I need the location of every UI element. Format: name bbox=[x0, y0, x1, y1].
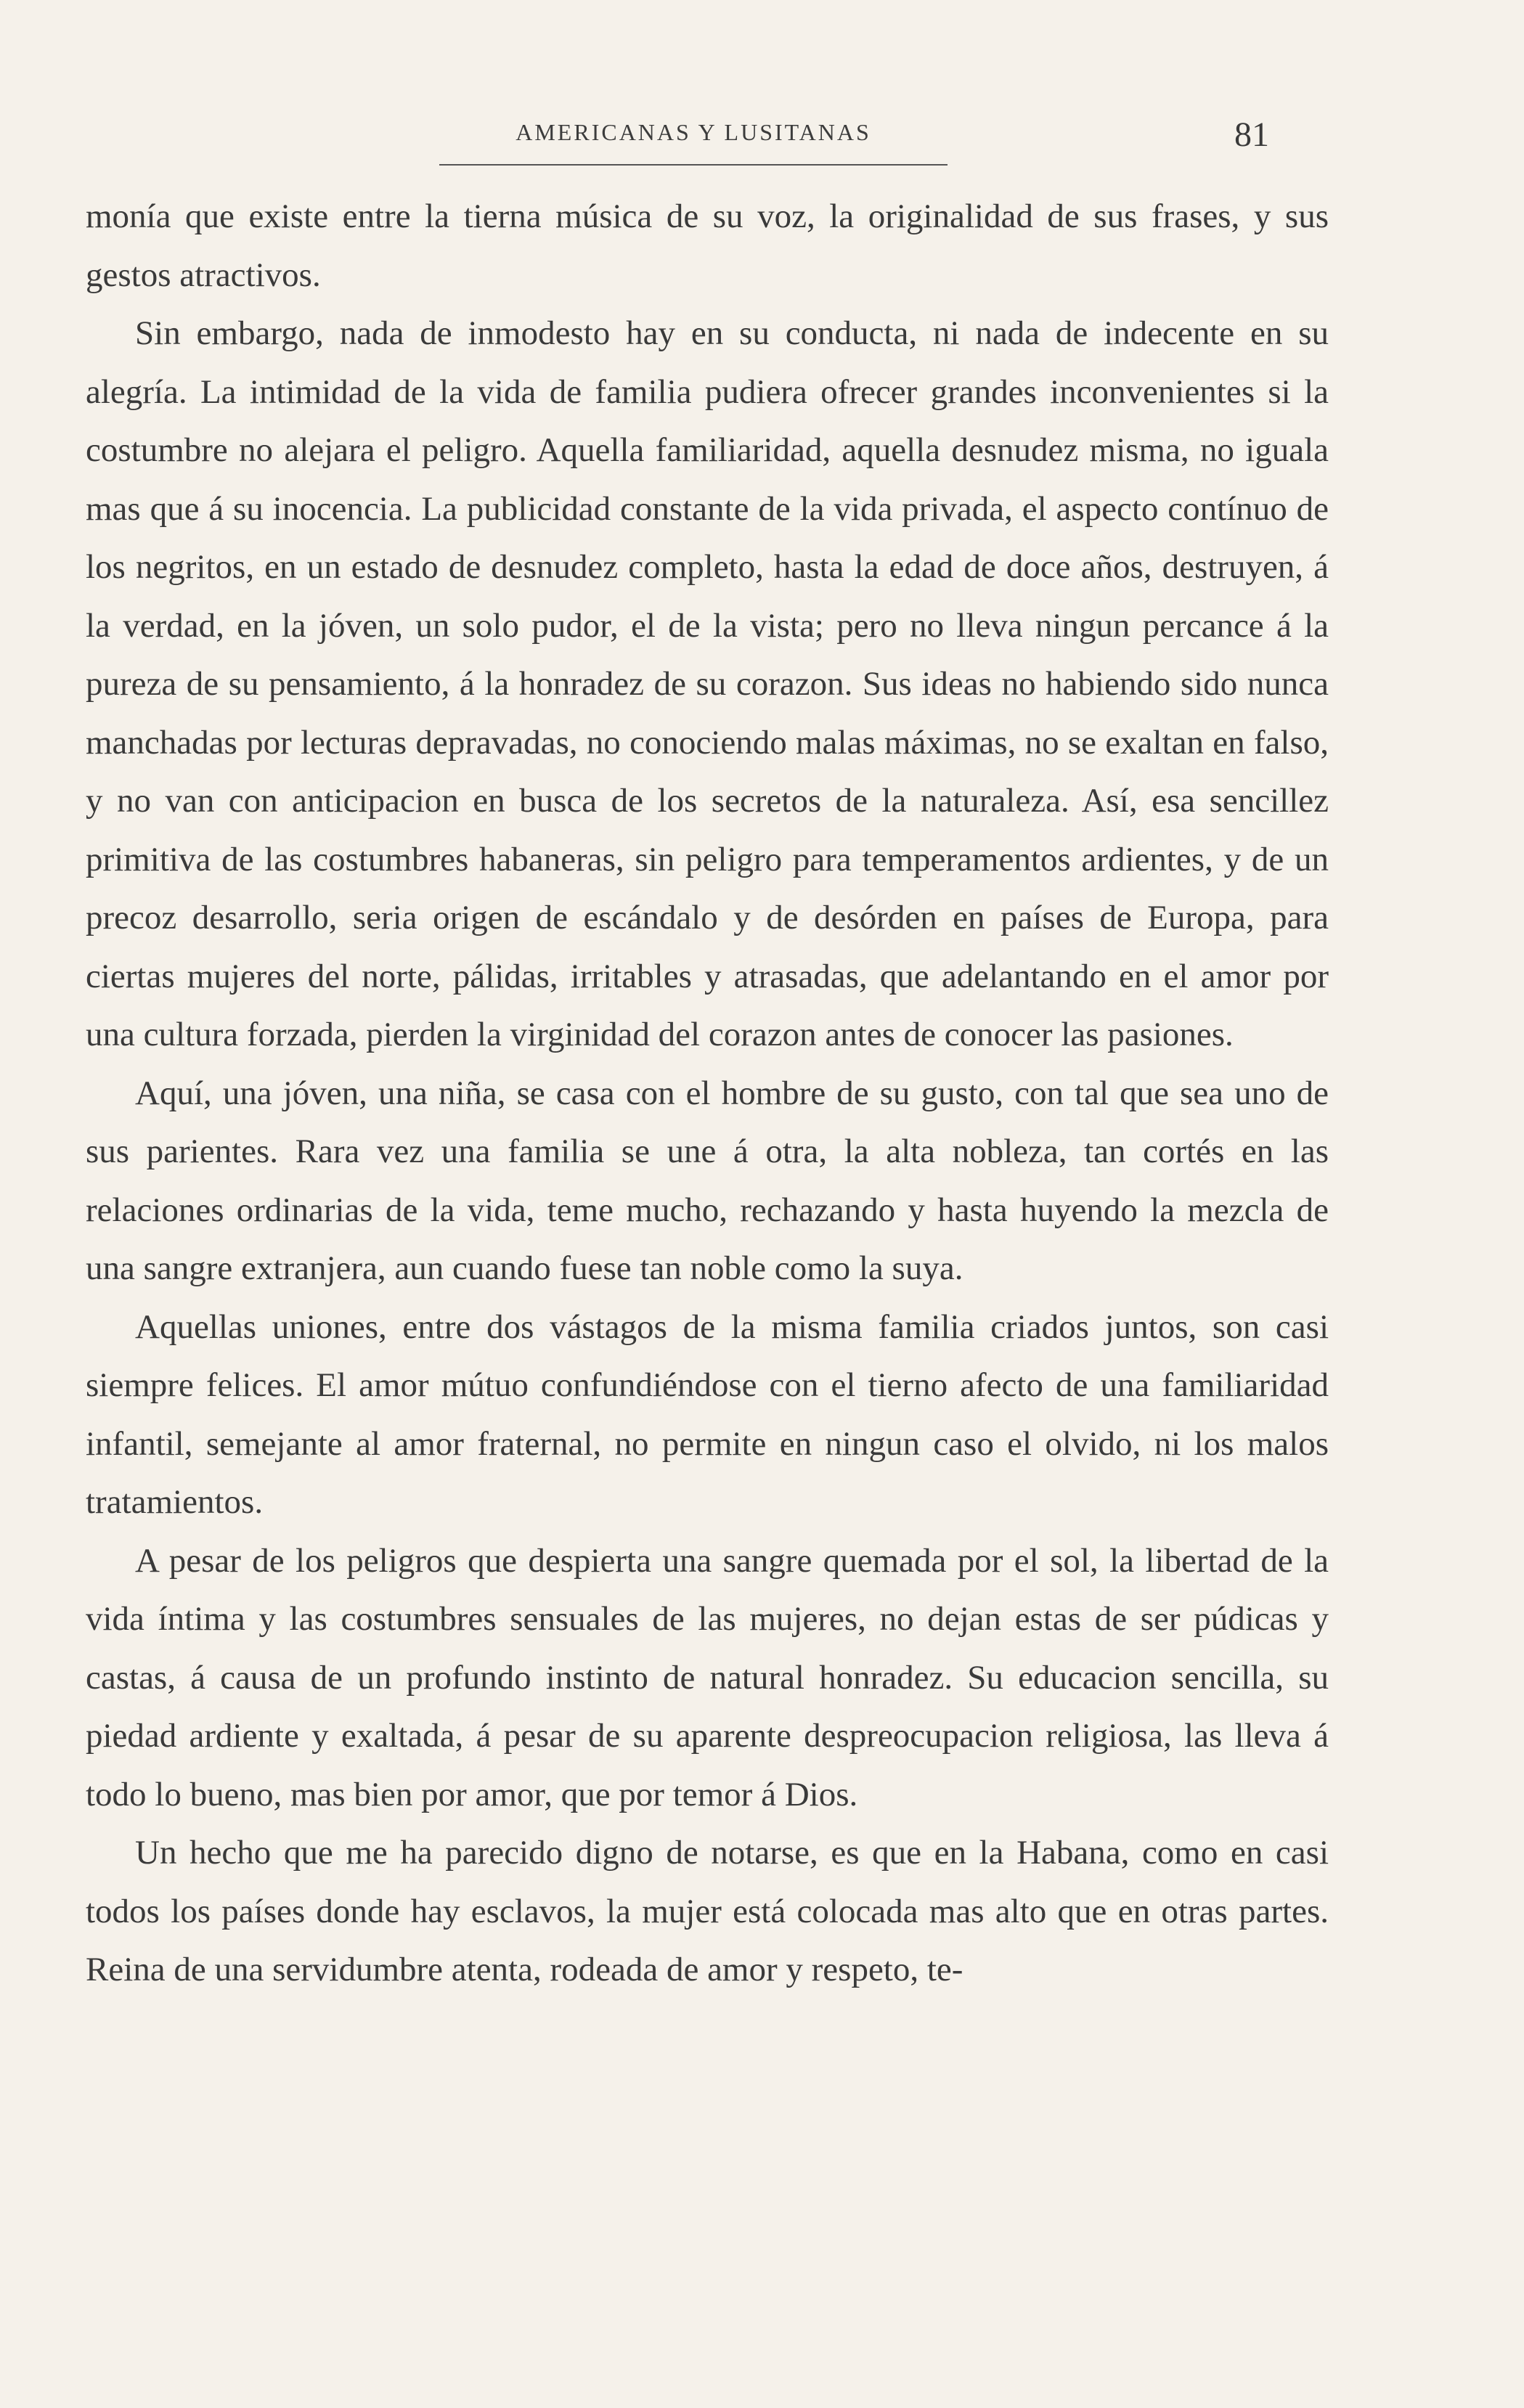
page-number: 81 bbox=[1234, 115, 1269, 154]
page-header bbox=[0, 116, 1524, 160]
paragraph: Sin embargo, nada de inmodesto hay en su conducta, ni nada de indecente en su alegría. La intimidad de la vida de familia pudiera ofrecer grandes inconvenientes si la costumbre no alejara el peligro. Aquella familiaridad, aquella desnudez misma, no iguala mas que á su inocencia. La publicidad constante de la vida privada, el aspecto contínuo de los negritos, en un estado de desnudez completo, hasta la edad de doce años, destruyen, á la verdad, en la jóven, un solo pudor, el de la vista; pero no lleva ningun percance á la pureza de su pensamiento, á la honradez de su corazon. Sus ideas no habiendo sido nunca manchadas por lecturas depravadas, no conociendo malas máximas, no se exaltan en falso, y no van con anticipacion en busca de los secretos de la naturaleza. Así, esa sencillez primitiva de las costumbres habaneras, sin peligro para temperamentos ardientes, y de un precoz desarrollo, seria origen de escándalo y de desórden en países de Europa, para ciertas mujeres del norte, pálidas, irritables y atrasadas, que adelantando en el amor por una cultura forzada, pierden la virginidad del corazon antes de conocer las pasiones. bbox=[86, 314, 1329, 1053]
paragraph: A pesar de los peligros que despierta una sangre quemada por el sol, la libertad de la vida íntima y las costumbres sensuales de las mujeres, no dejan estas de ser púdicas y castas, á causa de un profundo instinto de natural honradez. Su educacion sencilla, su piedad ardiente y exaltada, á pesar de su aparente despreocupacion religiosa, las lleva á todo lo bueno, mas bien por amor, que por temor á Dios. bbox=[86, 1541, 1329, 1813]
paragraph: Un hecho que me ha parecido digno de notarse, es que en la Habana, como en casi todos los países donde hay esclavos, la mujer está colocada mas alto que en otras partes. Reina de una servidumbre atenta, rodeada de amor y respeto, te- bbox=[86, 1834, 1329, 1988]
paragraph: Aquellas uniones, entre dos vástagos de la misma familia criados juntos, son casi siempre felices. El amor mútuo confundiéndose con el tierno afecto de una familiaridad infantil, semejante al amor fraternal, no permite en ningun caso el olvido, ni los malos tratamientos. bbox=[86, 1307, 1329, 1521]
paragraph: monía que existe entre la tierna música de su voz, la originalidad de sus frases, y sus gestos atractivos. bbox=[86, 197, 1329, 294]
running-title: AMERICANAS Y LUSITANAS bbox=[516, 119, 871, 145]
header-rule bbox=[439, 164, 948, 166]
paragraph: Aquí, una jóven, una niña, se casa con el hombre de su gusto, con tal que sea uno de sus parientes. Rara vez una familia se une á otra, la alta nobleza, tan cortés en las relaciones ordinarias de la vida, teme mucho, rechazando y hasta huyendo la mezcla de una sangre extranjera, aun cuando fuese tan noble como la suya. bbox=[86, 1074, 1329, 1287]
body-text bbox=[86, 187, 1329, 1999]
